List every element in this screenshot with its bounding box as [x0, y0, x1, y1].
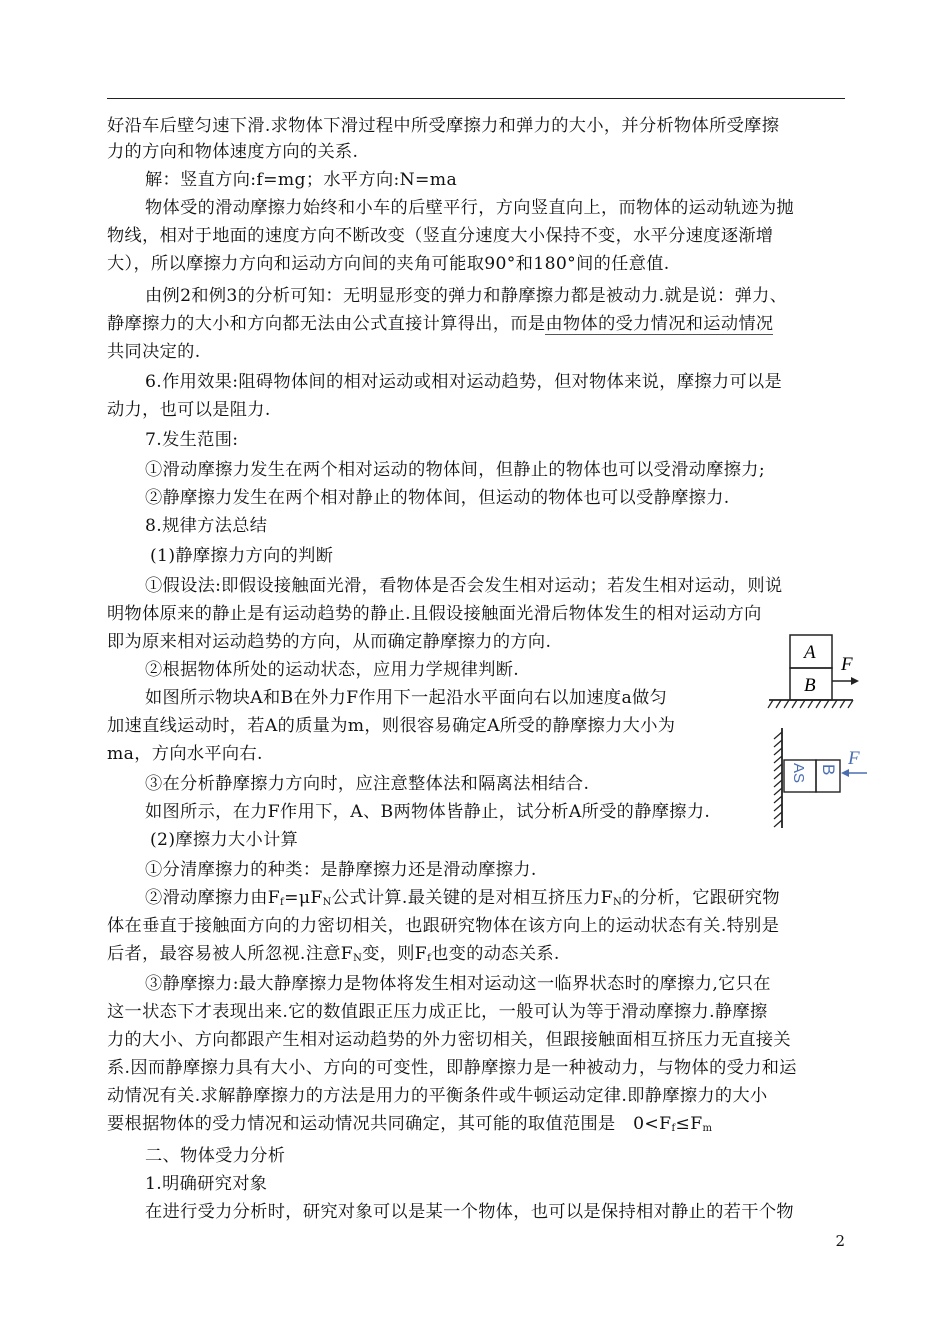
- label-f: F: [848, 748, 860, 769]
- text-line: 体在垂直于接触面方向的力密切相关，也跟研究物体在该方向上的运动状态有关.特别是: [107, 916, 780, 936]
- label-b: B: [819, 764, 838, 776]
- text-line: 明物体原来的静止是有运动趋势的静止.且假设接触面光滑后物体发生的相对运动方向: [107, 604, 762, 624]
- wall-hatch: [774, 732, 782, 827]
- text-span: 静摩擦力的大小和方向都无法由公式直接计算得出，而是: [107, 314, 546, 334]
- subscript: f: [671, 1123, 676, 1134]
- ground-hatch: [768, 700, 853, 708]
- label-as: AS: [790, 763, 807, 784]
- page-number: 2: [835, 1232, 845, 1250]
- text-line: 力的方向和物体速度方向的关系.: [107, 142, 359, 162]
- text-line: 6.作用效果:阻碍物体间的相对运动或相对运动趋势，但对物体来说，摩擦力可以是: [145, 372, 783, 392]
- section-heading: 二、物体受力分析: [145, 1146, 286, 1166]
- arrow-head: [841, 769, 849, 777]
- text-line: 动情况有关.求解静摩擦力的方法是用力的平衡条件或牛顿运动定律.即静摩擦力的大小: [107, 1086, 768, 1106]
- stacked-blocks-figure: [765, 628, 860, 720]
- subscript: f: [427, 953, 432, 964]
- text-line: 共同决定的.: [107, 342, 201, 362]
- wall-blocks-figure: [765, 724, 875, 832]
- text-span: ≤F: [675, 1114, 703, 1134]
- text-line: [145, 888, 780, 913]
- label-a: A: [804, 642, 816, 663]
- text-line: 1.明确研究对象: [145, 1174, 268, 1194]
- text-line: [107, 314, 773, 334]
- label-b: B: [804, 675, 816, 696]
- arrow-head: [851, 677, 859, 685]
- text-line: ①分清摩擦力的种类：是静摩擦力还是滑动摩擦力.: [145, 860, 537, 880]
- text-span: 后者，最容易被人所忽视.注意F: [107, 944, 354, 964]
- text-line: ③在分析静摩擦力方向时，应注意整体法和隔离法相结合.: [145, 774, 590, 794]
- subscript: m: [702, 1123, 713, 1134]
- text-span: 要根据物体的受力情况和运动情况共同确定，其可能的取值范围是 0<F: [107, 1114, 672, 1134]
- text-line: 系.因而静摩擦力具有大小、方向的可变性，即静摩擦力是一种被动力，与物体的受力和运: [107, 1058, 797, 1078]
- text-line: [107, 1114, 712, 1139]
- text-line: (2)摩擦力大小计算: [150, 830, 299, 850]
- text-line: 在进行受力分析时，研究对象可以是某一个物体，也可以是保持相对静止的若干个物: [145, 1202, 794, 1222]
- text-span: 也变的动态关系.: [431, 944, 560, 964]
- text-line: ②静摩擦力发生在两个相对静止的物体间，但运动的物体也可以受静摩擦力.: [145, 488, 730, 508]
- header-rule: [107, 98, 845, 99]
- text-line: ③静摩擦力:最大静摩擦力是物体将发生相对运动这一临界状态时的摩擦力,它只在: [145, 974, 771, 994]
- label-f: F: [841, 654, 853, 675]
- text-span: 的分析，它跟研究物: [622, 888, 780, 908]
- subscript: N: [353, 953, 363, 964]
- text-line: 7.发生范围:: [145, 430, 239, 450]
- text-line: 物体受的滑动摩擦力始终和小车的后壁平行，方向竖直向上，而物体的运动轨迹为抛: [145, 198, 794, 218]
- text-span: ②滑动摩擦力由F: [145, 888, 281, 908]
- text-line: 力的大小、方向都跟产生相对运动趋势的外力密切相关，但跟接触面相互挤压力无直接关: [107, 1030, 791, 1050]
- text-line: 解：竖直方向:f=mg；水平方向:N=ma: [145, 170, 458, 190]
- underlined-text: 由物体的受力情况和运动情况: [545, 314, 774, 334]
- text-line: 动力，也可以是阻力.: [107, 400, 271, 420]
- text-line: ma，方向水平向右.: [107, 744, 263, 764]
- text-span: 变，则F: [362, 944, 428, 964]
- text-line: 如图所示物块A和B在外力F作用下一起沿水平面向右以加速度a做匀: [145, 688, 668, 708]
- text-line: 加速直线运动时，若A的质量为m，则很容易确定A所受的静摩擦力大小为: [107, 716, 676, 736]
- text-line: 由例2和例3的分析可知：无明显形变的弹力和静摩擦力都是被动力.就是说：弹力、: [145, 286, 788, 306]
- text-span: 公式计算.最关键的是对相互挤压力F: [331, 888, 613, 908]
- text-line: 这一状态下才表现出来.它的数值跟正压力成正比，一般可认为等于滑动摩擦力.静摩擦: [107, 1002, 768, 1022]
- text-line: ②根据物体所处的运动状态，应用力学规律判断.: [145, 660, 520, 680]
- subscript: f: [280, 897, 285, 908]
- text-span: =μF: [284, 888, 323, 908]
- text-line: 8.规律方法总结: [145, 516, 268, 536]
- text-line: ①假设法:即假设接触面光滑，看物体是否会发生相对运动；若发生相对运动，则说: [145, 576, 783, 596]
- text-line: 如图所示，在力F作用下，A、B两物体皆静止，试分析A所受的静摩擦力.: [145, 802, 711, 822]
- subscript: N: [612, 897, 623, 908]
- text-line: ①滑动摩擦力发生在两个相对运动的物体间，但静止的物体也可以受滑动摩擦力;: [145, 460, 765, 480]
- text-line: 即为原来相对运动趋势的方向，从而确定静摩擦力的方向.: [107, 632, 552, 652]
- text-line: [107, 944, 560, 969]
- subscript: N: [322, 897, 332, 908]
- text-line: 好沿车后壁匀速下滑.求物体下滑过程中所受摩擦力和弹力的大小，并分析物体所受摩擦: [107, 116, 780, 136]
- text-line: (1)静摩擦力方向的判断: [150, 546, 334, 566]
- text-line: 物线，相对于地面的速度方向不断改变（竖直分速度大小保持不变，水平分速度逐渐增: [107, 226, 774, 246]
- text-line: 大），所以摩擦力方向和运动方向间的夹角可能取90°和180°间的任意值.: [107, 254, 670, 274]
